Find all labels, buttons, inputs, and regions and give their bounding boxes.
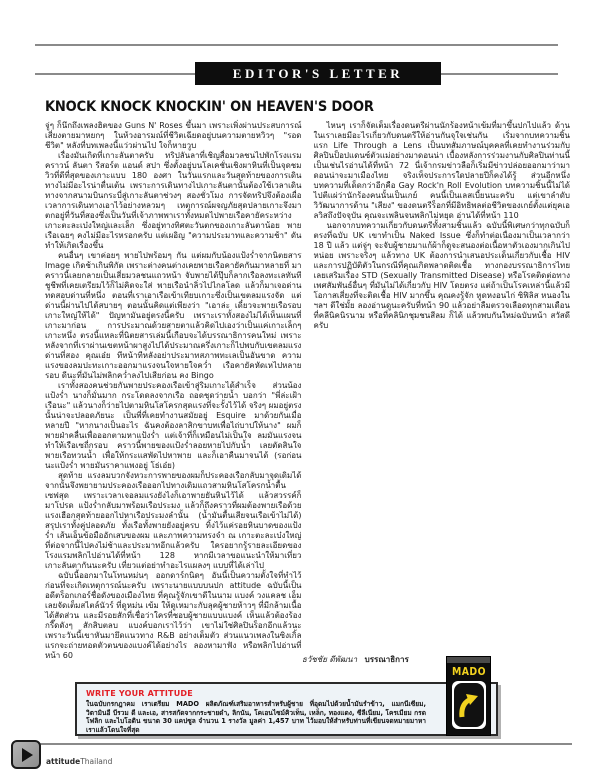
editors-letter-banner: EDITOR'S LETTER [195, 62, 441, 85]
article-paragraph: ไหนๆ เราก็จัดเต็มเรื่องดนตรีผ่านนักร้องหน้าเข้มที่มาขึ้นปกไปแล้ว ด้านในเราเลยมีอะไรเกี่ยวกับดนตรีให้อ่านกันจุใจเช่นกัน เริ่มจากบทความชิ้นแรก Life Through a Lens เป็นบทสัมภาษณ์บุคคลที่เคยทำงานร่วมกับศิลปินป็อปแดนซ์ตัวแม่อย่างมาดอนน่า เบื้องหลังการร่วมงานกับศิลปินท่านนี้เป็นเช่นไรอ่านได้ที่หน้า 72 นี่เจ้ากรมข่าวลือก็เริ่มมีข่าวปล่อยออกมาว่ามาดอนน่าจะมาเมืองไทย จริงเท็จประการใดปลายปีก็คงได้รู้ ส่วนอีกหนึ่งบทความที่เด็ดกว่าอีกคือ Gay Rock'n Roll Evolution บทความชิ้นนี้ไม่ได้ไปตีแผ่ว่านักร้องคนนั้นเป็นเกย์ คนนี้เป็นเลสเบี้ยนนะครับ แต่เขาลำดับวิวัฒนาการด้าน "เสียง" ของดนตรีร็อกที่มีอิทธิพลต่อชีวิตของเกย์ตั้งแต่ยุคเอลวิสถึงปัจจุบัน คุณจะเพลินจนพลิกไม่หยุด อ่านได้ที่หน้า 110 [313, 121, 570, 220]
mado-product-box [446, 656, 491, 736]
article-paragraph: เราทั้งสองคนช่วยกันพายประคองเรือเข้าสู่ริมเกาะได้สำเร็จ ส่วนน้องแป้งร่ำ นางก็มั่นมาก กระโดดลงจากเรือ ถอดชุดว่ายน้ำ บอกว่า "พี่ล่ะเฝ้าเรือนะ" แล้วนางก็ว่ายไปตามหินโสโครกสุดแรงที่จะรั้งไว้ได้ จริงๆ ผมอยู่ตรงนั้นน่าจะปลอดภัยนะ เป็นพี่ที่เคยทำงานสมัยอยู่ Esquire มาด้วยกันเมื่อหลายปี "หากนางเป็นอะไร ฉันคงต้องลาสิกขาบทเพื่อไถ่บาปให้นาง" ผมก็พายฝ่าคลื่นเพื่อออกตามหาแป้งร่ำ แต่เจ้าที่ก็เหมือนไม่เป็นใจ ลมมันแรงจนทำให้เรือเซถี่กรอบ คราวนี้พายของแป้งร่ำลอยหายไปกับน้ำ เลยตัดสินใจพายเรือทวนน้ำ เพื่อให้กระแสพัดไปหาพาย และก็เอาคืนมาจนได้ (รอก่อนนะแป้งร่ำ พายมันราคาแพงอยู่ โธ่เอ๋ย) [45, 381, 302, 470]
promo-title: WRITE YOUR ATTITUDE [86, 689, 193, 698]
footer-brand [46, 757, 112, 766]
product-artwork [452, 681, 486, 729]
footer-brand-attitude: attitude [46, 757, 81, 766]
editor-signature [302, 653, 409, 666]
write-your-attitude-box [75, 682, 498, 736]
promo-body: ในฉบับกรกฎาคม เราเตรียม MADO ผลิตภัณฑ์เสริมอาหารสำหรับผู้ชาย ที่อุดมไปด้วยน้ำมันรำข้าว, แมกนีเซียม, วิตามินอี บีรวม ดี และเอ, สารสกัดจากกระชายดำ, ลิกนัน, โคเอนไซม์คิวเท็น, เหล็ก, ทองแดง, ซีลีเนียม, โครเมียม กรดโฟลิก และไบโอติน ขนาด 30 แคปซูล จำนวน 1 รางวัล มูลค่า 1,457 บาท ไว้มอบให้สำหรับท่านที่เขียนจดหมายมาหาเราแล้วโดนใจที่สุด [86, 700, 426, 734]
top-rule [35, 44, 558, 46]
article-paragraph: เรื่องมันเกิดที่เกาะลันตาครับ ทริปลันลาที่เชิญสื่อมวลชนไปพักโรงแรมคราวน์ ลันตา รีสอร์ต แอนด์ สปา ซึ่งตั้งอยู่บนโลเคชั่นเชิงผาหินที่เป็นจุดชมวิวที่ดีที่สุดของเกาะแบบ 180 องศา ในวันแรกและวันสุดท้ายของการเดินทางไม่มีอะไรน่าตื่นเต้น เพราะการเดินทางไปเกาะลันตานั้นต้องใช้เวลาเดินทางจากสนามบินกระบี่สู่เกาะลันตาช่วงๆ สองชั่วโมง การจัดทริปจึงต้องเผื่อเวลาการเดินทางเอาไว้อย่างหลวมๆ เหตุการณ์ผจญภัยสุดปลายเกาะจึงมาตกอยู่ที่วันที่สองซึ่งเป็นวันที่เจ้าภาพพาเราทั้งหมดไปพายเรือคายัคระหว่างเกาะตะละเบ๋งใหญ่และเล็ก ซึ่งอยู่ทางทิศตะวันตกของเกาะลันตาน้อย พายเรือเฉยๆ คงไม่มีอะไรหรอกครับ แต่เผอิญ "ความประมาทและความช้า" ดันทำให้เกิดเรื่องขึ้น [45, 151, 302, 250]
editor-role: บรรณาธิการ [364, 655, 409, 664]
footer-rule [40, 743, 572, 745]
article-paragraph: ฉบับนี้ออกมาในโทนหม่นๆ ออกดาร์กนิดๆ อันนี้เป็นความตั้งใจที่ทำไว้ก่อนที่จะเกิดเหตุการณ์นะครับ เพราะนายแบบบนปก attitude ฉบับนี้เป็นอดีตร็อกเกอร์ชื่อดังของเมืองไทย ที่คุณรู้จักเขาดีในนาม แบงค์ วงแคลช เอ็มเลยจัดเต็มสไตล์นัวร์ ที่ดูหม่น เข้ม ให้ดูเหมาะกับลุคผู้ชายห้าวๆ ที่มีกล้ามเนื้อได้สัดส่วน และมีรอยสักที่เชื่อว่าใครที่ชอบผู้ชายแบบแบงค์ เห็นแล้วต้องร้องกรี๊ดดังๆ สักสิบตลบ แบงค์บอกเราไว้ว่า เขาไม่ใช่ศิลปินร็อกอีกแล้วนะ เพราะวันนี้เขาหันมายึดแนวทาง R&B อย่างเต็มตัว ส่วนแนวเพลงในซิงเกิ้ลแรกจะถ่ายทอดตัวตนของแบงค์ได้อย่างไร ลองหามาฟัง หรือพลิกไปอ่านที่หน้า 60 [45, 571, 302, 660]
play-triangle-icon [22, 748, 33, 762]
article-paragraph: นอกจากบทความเกี่ยวกับดนตรีทั้งสามชิ้นแล้ว ฉบับนี้พิเศษกว่าทุกฉบับก็ตรงที่ฉบับ UK เขาทำเป็น Naked Issue ซึ่งก็ทำต่อเนื่องมาเป็นเวลากว่า 18 ปี แล้ว แต่จู่ๆ จะจับผู้ชายมาแก้ผ้าก็ดูจะสนองต่อเนื้อหาตัวเองมากเกินไปหน่อย เพราะจริงๆ แล้วทาง UK ต้องการนำเสนอประเด็นเกี่ยวกับเชื้อ HIV และการปฏิบัติตัวในกรณีที่คุณเกิดพลาดติดเชื้อ ทางกองบรรณาธิการไทยเลยเสริมเรื่อง STD (Sexually Transmitted Disease) หรือโรคติดต่อทางเพศสัมพันธ์อื่นๆ ที่มันไม่ได้เกี่ยวกับ HIV โดยตรง แต่ถ้าเป็นโรคเหล่านี้แล้วมีโอกาสเสี่ยงที่จะติดเชื้อ HIV มากขึ้น คุณคงรู้จัก หูดหงอนไก่ ซิฟิลิส หนองใน ฯลฯ ดีใช่มั้ย ลองอ่านดูนะครับที่หน้า 90 แล้วอย่าลืมตรวจเลือดทุกสามเดือนที่คลีนิคนิรนาม หรือที่คลินิกชุมชนสีลม ก็ได้ แล้วพบกันใหม่ฉบับหน้า สวัสดีครับ [313, 221, 570, 330]
article-paragraph: จู่ๆ ก็นึกถึงเพลงฮิตของ Guns N' Roses ขึ้นมา เพราะเพิ่งผ่านประสบการณ์เสี่ยงตายมาหยกๆ ในห้วงอารมณ์ที่ชีวิตเฉียดอยู่บนความตายหวิวๆ "รอดชีวิต" หลังที่บทเพลงนี้แว่วผ่านไป ใจก็หายวูบ [45, 121, 302, 150]
article-paragraph: คนอื่นๆ เขาค่อยๆ พายไปพร้อมๆ กัน แต่ผมกับน้องแป้งร่ำจากนิตยสาร Image เกิดช้าเกินพิกัด เพราะต่างคนต่างเคยพายเรือคายัคกันมาหลายที่ มาคราวนี้เลยกลายเป็นเสี่ยมวลชนแถวหน้า จับพายได้ปุ๊บก็ลากเรือลงทะเลทันที ชูชีพที่เคยเตรียมไว้ก็ไม่คิดจะใส่ พายเรือนำลิ่วไปไกลโลด แล้วก็มาเจอด่านทดสอบด่านที่หนึ่ง ตอนที่เราเอาเรือเข้าเทียบเกาะซึ่งเป็นเขตลมแรงจัด แต่ด่านนี้ผ่านไปได้สบายๆ ตอนนั้นคิดแต่เพียงว่า "เอาล่ะ เดี๋ยวจะพายเรือรอบเกาะใหญ่ให้ได้" ปัญหามันอยู่ตรงนี้ครับ เพราะเราทั้งสองไม่ได้เห็นแผนที่เกาะมาก่อน การประมาณด้วยสายตาแล้วคิดไปเองว่าเป็นแค่เกาะเล็กๆ เกาะหนึ่ง ตรงนี้แหละที่นิตยสารเล่มนี้เกือบจะได้บรรณาธิการคนใหม่ เพราะหลังจากที่เราผ่านเขตหน้าผาสูงไปได้ประมาณครึ่งเกาะก็ไปพบกับเขตลมแรงด่านที่สอง คุณเอ๋ย ทีหน้าทีหลังอย่าประมาทสภาพทะเลเป็นอันขาด ความแรงของลมปะทะเกาะออกมาแรงจนใจหายใจคว่ำ เรือคายัคหัดเหไปหลายรอบ ดีนะที่มันไม่พลิกคว่ำลงไปเสียก่อน คง Bingo [45, 251, 302, 380]
product-artwork-inner [454, 683, 484, 727]
footer-brand-thailand: Thailand [80, 757, 113, 766]
article-body [45, 121, 570, 661]
article-paragraph: สุดท้าย แรงลมบวกจังหวะการพายของผมก็ประคองเรือกลับมาจุดเดิมได้ จากนั้นจึงพยายามประคองเรือออกไปทางเดิมแถวสามหินโสโครกน้ำตื้น เซฟสุด เพราะเวลาเจอลมแรงยังไงก็เอาพายยันหินไว้ได้ แล้วสวรรค์ก็มาโปรด แป้งร่ำกลับมาพร้อมเรือประมง แล้วก็ถึงคราวที่ผมต้องพายเรือด้วยแรงเฮือกสุดท้ายออกไปหาเรือประมงลำนั้น (น้ำมันตื้นเสียจนเรือเข้าไม่ได้) สรุปเราทั้งคู่ปลอดภัย ทั้งเรือทั้งพายยังอยู่ครบ ทิ้งไว้แค่รอยหินบาดของแป้งร่ำ เส้นเอ็นข้อมืออักเสบของผม และภาพความทรงจำ ณ เกาะตะละเบ๋งใหญ่ ที่ต่อจากนี้ไปคงไม่ช้าและประมาทอีกแล้วครับ ใครอยากรู้รายละเอียดของโรงแรมพลิกไปอ่านได้ที่หน้า 128 หากมีเวลาขอแนะนำให้มาเที่ยวเกาะลันตากันนะครับ เที่ยวแต่อย่าทำอะไรแผลงๆ แบบที่ได้เล่าไป [45, 471, 302, 570]
product-box-cap [447, 657, 490, 663]
attitude-play-logo [11, 740, 41, 769]
page-title: KNOCK KNOCK KNOCKIN' ON HEAVEN'S DOOR [45, 99, 374, 115]
mado-brand-label: MADO [451, 665, 486, 678]
curved-arrow-icon [458, 690, 480, 720]
editor-name: ธวัชชัย ดีพัฒนา [302, 655, 358, 664]
